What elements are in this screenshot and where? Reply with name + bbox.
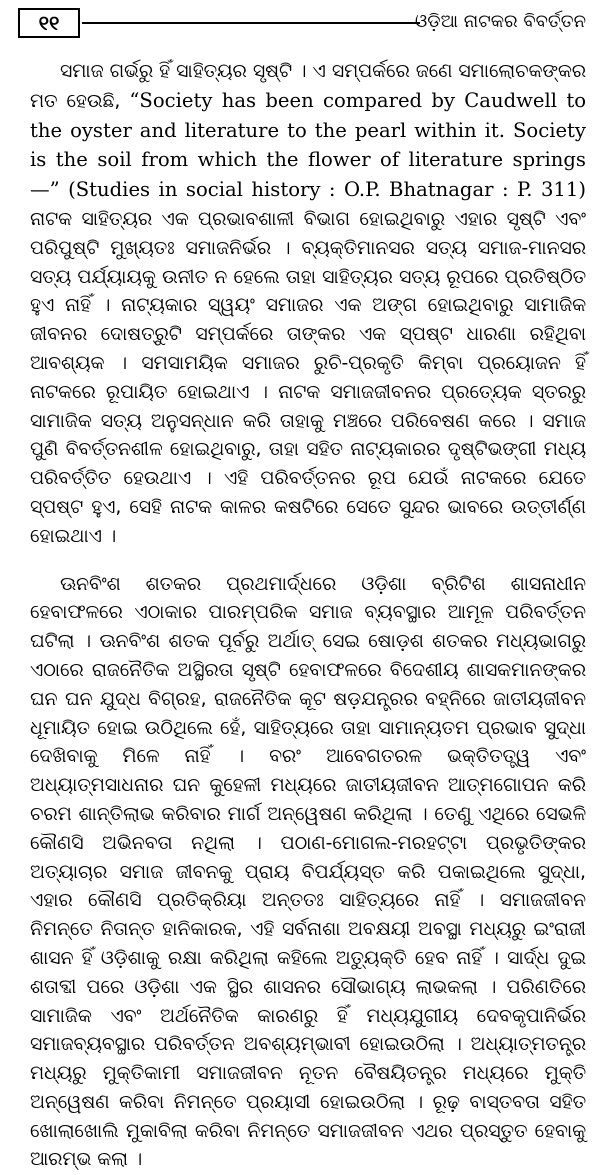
page-header — [10, 6, 590, 42]
book-title: ଓଡ଼ିଆ ନାଟକର ବିବର୍ତ୍ତନ — [414, 11, 586, 32]
body-text — [30, 58, 586, 1175]
paragraph-2: ଊନବିଂଶ ଶତକର ପ୍ରଥମାର୍ଦ୍ଧରେ ଓଡ଼ିଶା ବ୍ରିଟିଶ ଶାସନାଧୀନ ହେବାଫଳରେ ଏଠାକାର ପାରମ୍ପରିକ ସମାଜ ବ୍ୟବସ୍ଥାର ଆମୂଳ ପରିବର୍ତ୍ତନ ଘଟିଲା । ଊନବିଂଶ ଶତକ ପୂର୍ବରୁ ଅର୍ଥାତ୍ ସେଇ ଷୋଡ଼ଶ ଶତକର ମଧ୍ୟଭାଗରୁ ଏଠାରେ ରାଜନୈତିକ ଅସ୍ଥିରତା ସୃଷ୍ଟି ହେବାଫଳରେ ବିଦେଶୀୟ ଶାସକମାନଙ୍କର ଘନ ଘନ ଯୁଦ୍ଧ ବିଗ୍ରହ, ରାଜନୈତିକ କୂଟ ଷଡ଼ଯନ୍ତ୍ରର ବହ୍ନିରେ ଜାତୀୟଜୀବନ ଧୂମାୟିତ ହୋଇ ଉଠିଥିଲେ ହେଁ, ସାହିତ୍ୟରେ ତାହା ସାମାନ୍ୟତମ ପ୍ରଭାବ ସୁଦ୍ଧା ଦେଖିବାକୁ ମିଳେ ନାହିଁ । ବରଂ ଆବେଗତରଳ ଭକ୍ତିତତ୍ତ୍ୱ ଏବଂ ଅଧ୍ୟାତ୍ମସାଧନାର ଘନ କୁହେଳୀ ମଧ୍ୟରେ ଜାତୀୟଜୀବନ ଆତ୍ମଗୋପନ କରି ଚରମ ଶାନ୍ତିଲାଭ କରିବାର ମାର୍ଗ ଅନ୍ୱେଷଣ କରିଥିଲା । ତେଣୁ ଏଥିରେ ସେଭଳି କୌଣସି ଅଭିନବତା ନଥିଲା । ପଠାଣ-ମୋଗଲ-ମରହଟ୍ଟା ପ୍ରଭୃତିଙ୍କର ଅତ୍ୟାଚାର ସମାଜ ଜୀବନକୁ ପ୍ରାୟ ବିପର୍ଯ୍ୟସ୍ତ କରି ପକାଇଥିଲେ ସୁଦ୍ଧା, ଏହାର କୌଣସି ପ୍ରତିକ୍ରିୟା ଅନ୍ତତଃ ସାହିତ୍ୟରେ ନାହିଁ । ସମାଜଜୀବନ ନିମନ୍ତେ ନିତାନ୍ତ ହାନିକାରକ, ଏହି ସର୍ବନାଶା ଅବକ୍ଷୟୀ ଅବସ୍ଥା ମଧ୍ୟରୁ ଇଂରାଜୀ ଶାସନ ହିଁ ଓଡ଼ିଶାକୁ ରକ୍ଷା କରିଥିଲା କହିଲେ ଅତ୍ୟୁକ୍ତି ହେବ ନାହିଁ । ସାର୍ଦ୍ଧ ଦୁଇ ଶତାବ୍ଦୀ ପରେ ଓଡ଼ିଶା ଏକ ସ୍ଥିର ଶାସନର ସୌଭାଗ୍ୟ ଲାଭକଲା । ପରିଣତିରେ ସାମାଜିକ ଏବଂ ଅର୍ଥନୈତିକ କାରଣରୁ ହିଁ ମଧ୍ୟଯୁଗୀୟ ଦେବକୃପାନିର୍ଭର ସମାଜବ୍ୟବସ୍ଥାର ପରିବର୍ତ୍ତନ ଅବଶ୍ୟମ୍ଭାବୀ ହୋଇଉଠିଲା । ଅଧ୍ୟାତ୍ମତନ୍ତ୍ର ମଧ୍ୟରୁ ମୁକ୍ତିକାମୀ ସମାଜଜୀବନ ନୂତନ ବୈଷୟିତନ୍ତ୍ର ମଧ୍ୟରେ ମୁକ୍ତି ଅନ୍ୱେଷଣ କରିବା ନିମନ୍ତେ ପ୍ରୟାସୀ ହୋଇଉଠିଲା । ରୂଢ଼ ବାସ୍ତବତା ସହିତ ଖୋଲାଖୋଲି ମୁକାବିଲା କରିବା ନିମନ୍ତେ ସମାଜଜୀବନ ଏଥର ପ୍ରସ୍ତୁତ ହେବାକୁ ଆରମ୍ଭ କଲା । — [30, 573, 586, 1171]
english-quotation: “Society has been compared by Caudwell to the oyster and literature to the pearl within it. Society is the soil from which the flower of literature springs—” (Studies in social history : O.P. Bhatnagar : P. 311) — [30, 88, 586, 202]
paragraph-1 — [30, 58, 586, 552]
page-number: ୧୧ — [18, 8, 80, 38]
paragraph-1-intro: ସମାଜ ଗର୍ଭରୁ ହିଁ ସାହିତ୍ୟର ସୃଷ୍ଟି । ଏ ସମ୍ପର୍କରେ ଜଣେ ସମାଲୋଚକଙ୍କର ମତ ହେଉଛି, — [30, 61, 586, 112]
paragraph-1-body: ନାଟକ ସାହିତ୍ୟର ଏକ ପ୍ରଭାବଶାଳୀ ବିଭାଗ ହୋଇଥିବାରୁ ଏହାର ସୃଷ୍ଟି ଏବଂ ପରିପୁଷ୍ଟି ମୁଖ୍ୟତଃ ସମାଜନିର୍ଭର । ବ୍ୟକ୍ତିମାନସର ସତ୍ୟ ସମାଜ-ମାନସର ସତ୍ୟ ପର୍ଯ୍ୟାୟକୁ ଉନୀତ ନ ହେଲେ ତାହା ସାହିତ୍ୟର ସତ୍ୟ ରୂପରେ ପ୍ରତିଷ୍ଠିତ ହୁଏ ନାହିଁ । ନାଟ୍ୟକାର ସ୍ୱୟଂ ସମାଜର ଏକ ଅଙ୍ଗ ହୋଇଥିବାରୁ ସାମାଜିକ ଜୀବନର ଦୋଷତ୍ରୁଟି ସମ୍ପର୍କରେ ତାଙ୍କର ଏକ ସ୍ପଷ୍ଟ ଧାରଣା ରହିଥିବା ଆବଶ୍ୟକ । ସମସାମୟିକ ସମାଜର ରୁଚି-ପ୍ରକୃତି କିମ୍ବା ପ୍ରୟୋଜନ ହିଁ ନାଟକରେ ରୂପାୟିତ ହୋଇଥାଏ । ନାଟକ ସମାଜଜୀବନର ପ୍ରତ୍ୟେକ ସ୍ତରରୁ ସାମାଜିକ ସତ୍ୟ ଅନୁସନ୍ଧାନ କରି ତାହାକୁ ମଞ୍ଚରେ ପରିବେଷଣ କରେ । ସମାଜ ପୁଣି ବିବର୍ତ୍ତନଶୀଳ ହୋଇଥିବାରୁ, ତାହା ସହିତ ନାଟ୍ୟକାରର ଦୃଷ୍ଟିଭଙ୍ଗୀ ମଧ୍ୟ ପରିବର୍ତ୍ତିତ ହେଉଥାଏ । ଏହି ପରିବର୍ତ୍ତନର ରୂପ ଯେଉଁ ନାଟକରେ ଯେତେ ସ୍ପଷ୍ଟ ହୁଏ, ସେହି ନାଟକ କାଳର କଷଟିରେ ସେତେ ସୁନ୍ଦର ଭାବରେ ଉତ୍ତୀର୍ଣ୍ଣ ହୋଇଥାଏ । — [30, 208, 586, 547]
header-rule — [82, 22, 420, 24]
